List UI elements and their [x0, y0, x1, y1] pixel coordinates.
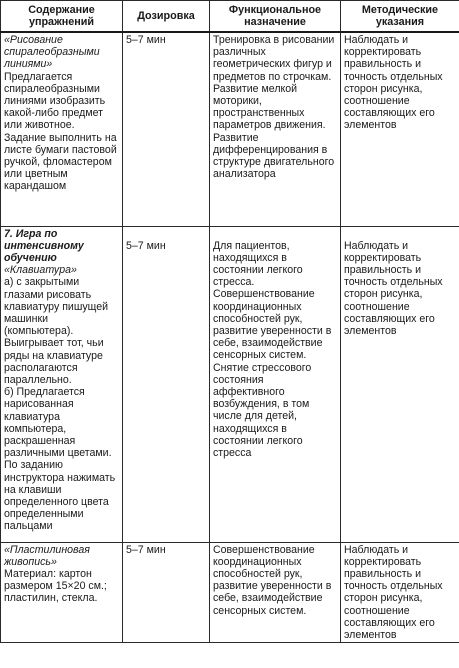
table-row — [1, 542, 459, 643]
exercise-description: Материал: картон размером 15×20 см.; пластилин, стекла. — [4, 567, 107, 605]
cell-function — [210, 226, 341, 542]
cell-content — [1, 542, 123, 643]
header-dosage: Дозировка — [123, 1, 210, 33]
exercise-description: Предлагается спиралеобразными линиями изобразить какой-либо предмет или животное. Задание выполнить на листе бумаги пастовой ручкой, фломастером или цветным карандашом — [4, 70, 117, 193]
cell-dosage: 5–7 мин — [123, 542, 210, 643]
table-row — [1, 32, 459, 226]
cell-dosage: 5–7 мин — [123, 32, 210, 226]
cell-method: Наблюдать и корректировать правильность и точность отдельных сторон рисунка, соотношение составляющих его элементов — [341, 32, 459, 226]
exercise-title: «Рисование спиралеобразными линиями» — [4, 34, 100, 71]
table-header — [1, 1, 459, 33]
header-method: Методические указания — [341, 1, 459, 33]
exercise-description-a: а) с закрытыми глазами рисовать клавиатуру пишущей машинки (компьютера). Выигрывает тот, чьи ряды на клавиатуре располагаются параллельно. — [4, 276, 109, 386]
method-text: Наблюдать и корректировать правильность и точность отдельных сторон рисунка, соотношение составляющих его элементов — [344, 239, 443, 337]
dosage-text: 5–7 мин — [126, 239, 166, 252]
header-content: Содержание упражнений — [1, 1, 123, 33]
cell-content — [1, 226, 123, 542]
cell-method — [341, 542, 459, 643]
exercise-description-b: б) Предлагается нарисованная клавиатура компьютера, раскрашенная различными цветами. По заданию инструктора нажимать на клавиши определенного цвета определенными пальцами — [4, 386, 116, 533]
cell-method — [341, 226, 459, 542]
exercise-title: «Клавиатура» — [4, 264, 77, 277]
method-text: Наблюдать и корректировать правильность и точность отдельных сторон рисунка, соотношение составляющих его элементов — [344, 543, 443, 641]
exercise-title: «Пластилиновая живопись» — [4, 543, 90, 568]
header-function: Функциональное назначение — [210, 1, 341, 33]
section-title: 7. Игра по интенсивному обучению — [4, 227, 84, 264]
function-text-c: Снятие стрессового состояния аффективного возбуждения, в том числе для детей, находящихся в состоянии легкого стресса — [213, 361, 312, 459]
cell-function: Тренировка в рисовании различных геометрических фигур и предметов по строчкам. Развитие мелкой моторики, пространственных параметров движения. Развитие дифференцирования в структуре двигательного анализатора — [210, 32, 341, 226]
cell-function: Совершенствование координационных способностей рук, развитие уверенности в себе, взаимодействие сенсорных систем. — [210, 542, 341, 643]
table-row — [1, 226, 459, 542]
function-text-b: Совершенствование координационных способностей рук, развитие уверенности в себе, взаимодействие сенсорных систем. — [213, 288, 332, 362]
cell-content — [1, 32, 123, 226]
cell-dosage — [123, 226, 210, 542]
function-text-a: Для пациентов, находящихся в состоянии легкого стресса. — [213, 239, 303, 289]
